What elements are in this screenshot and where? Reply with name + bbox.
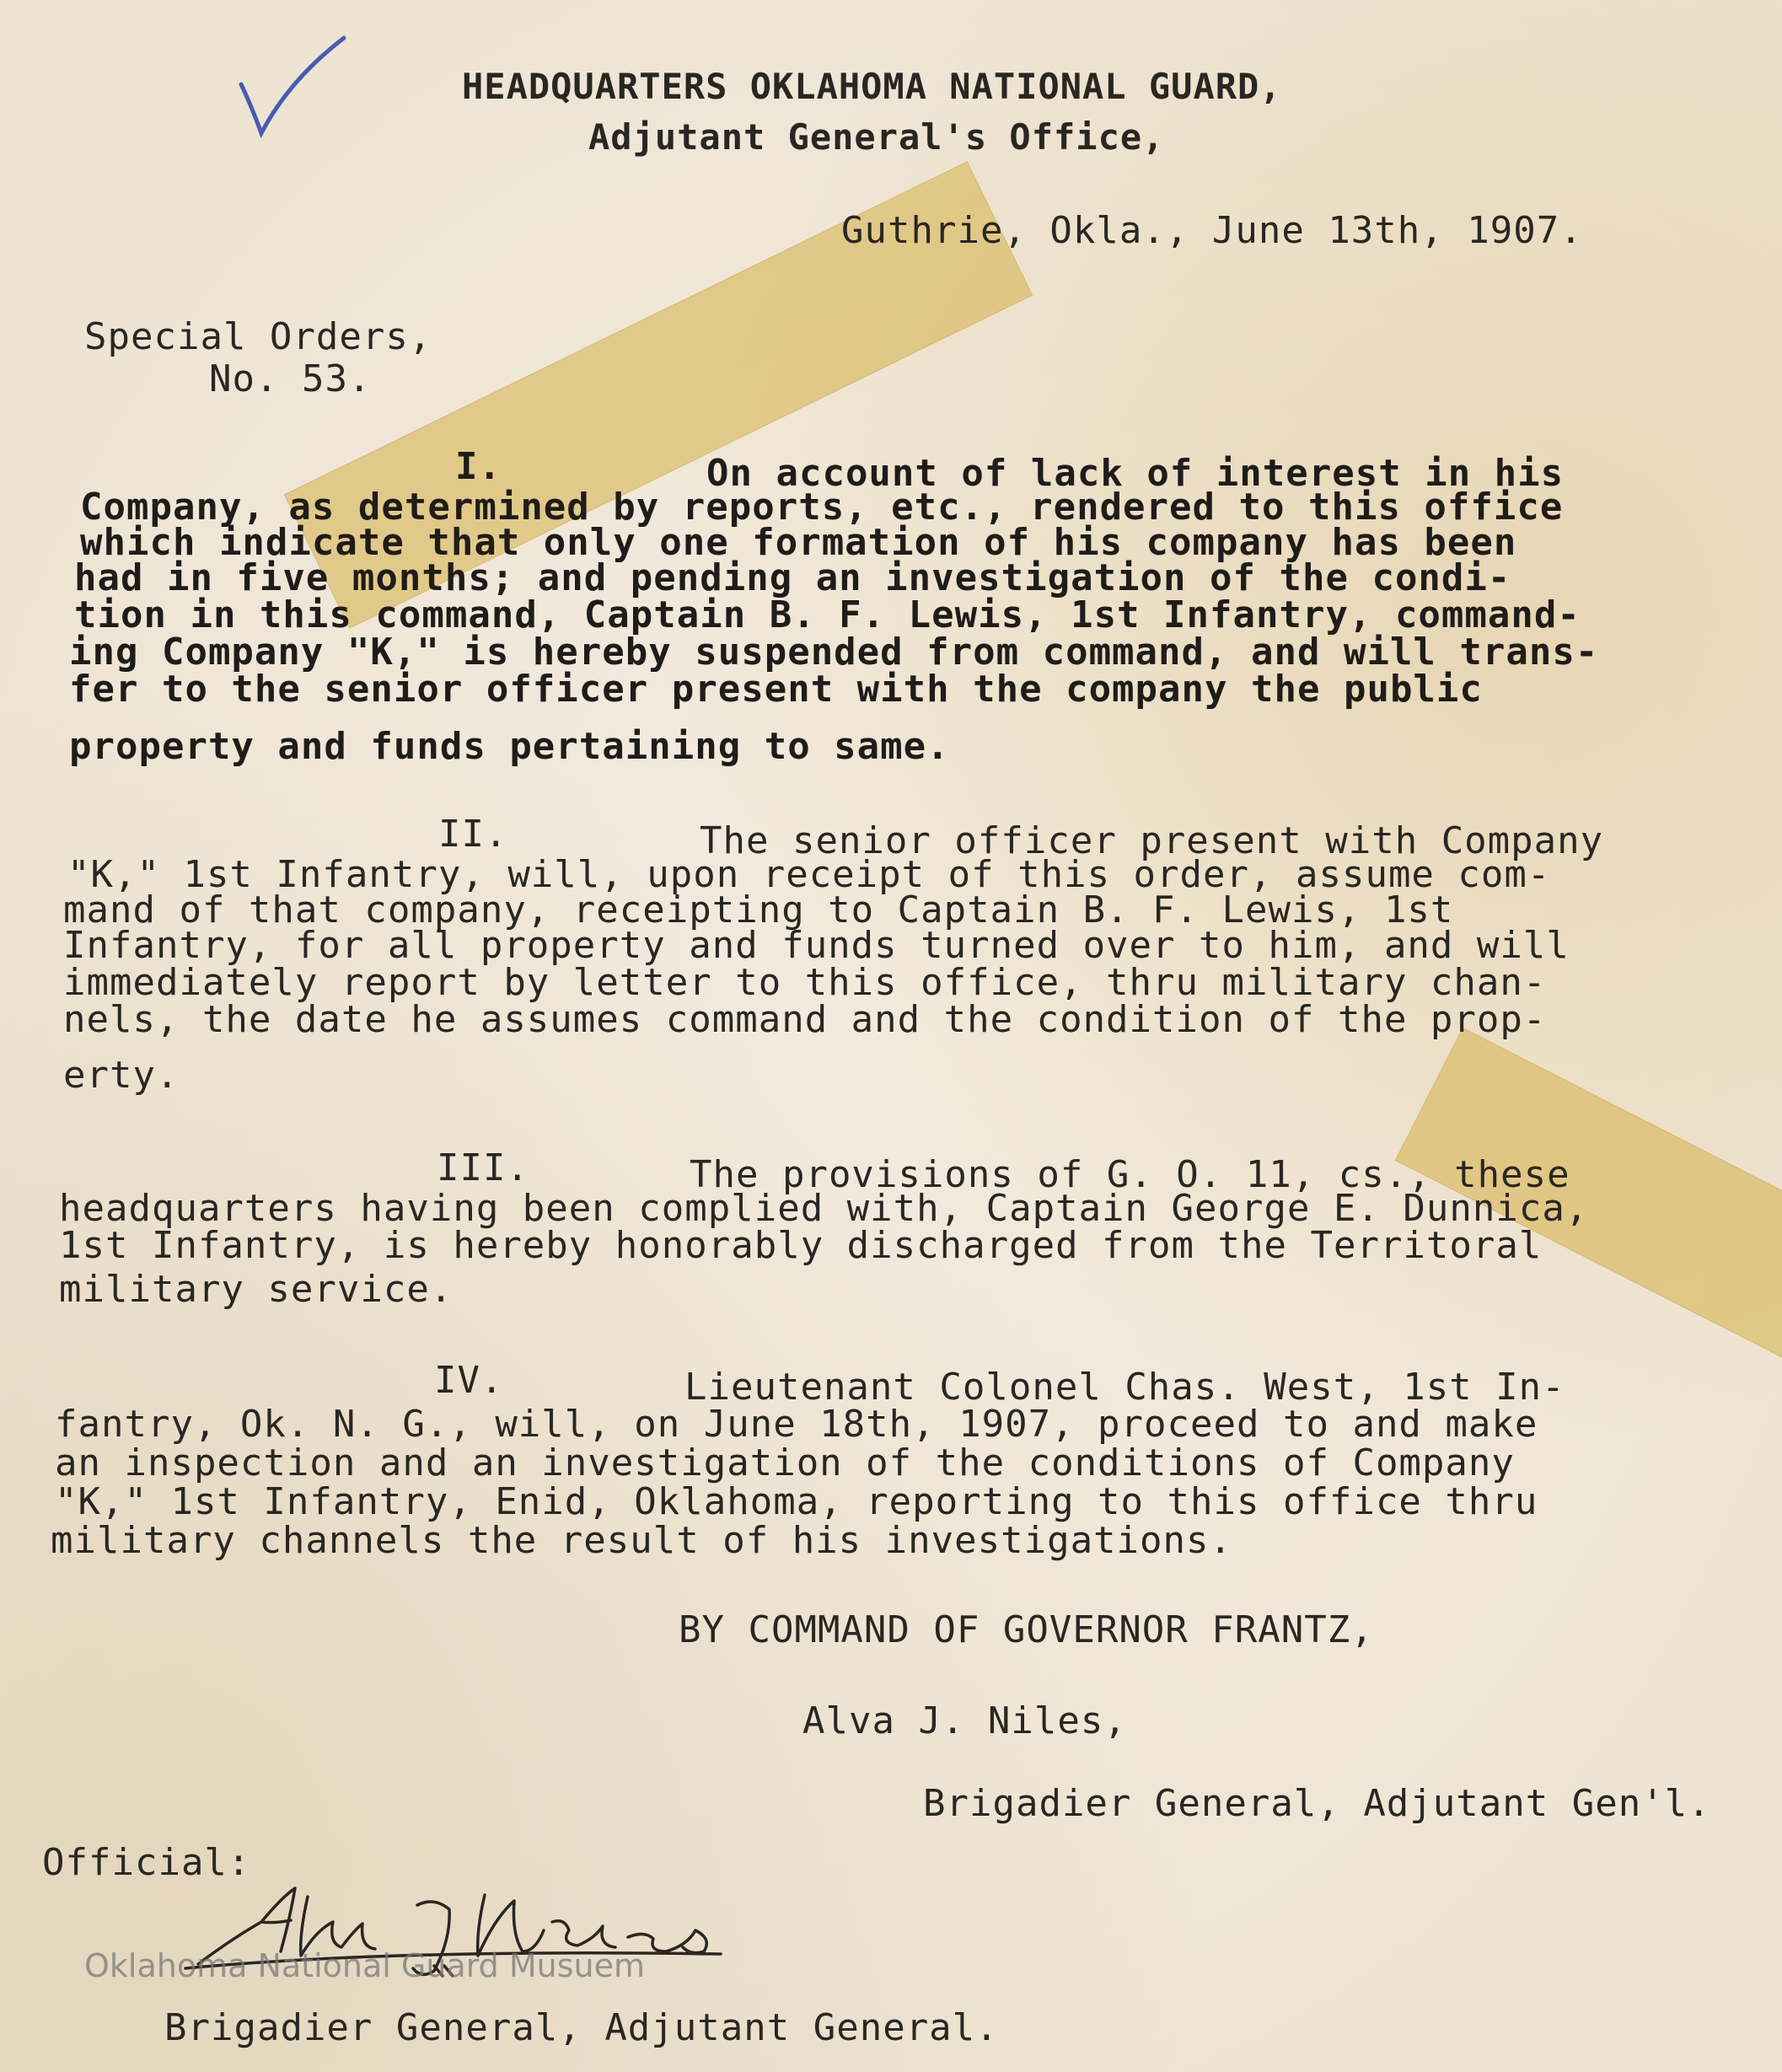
order-number: No. 53.	[209, 357, 372, 400]
signer-name: Alva J. Niles,	[802, 1699, 1127, 1742]
paragraph-line: Infantry, for all property and funds turned over to him, and will	[63, 924, 1570, 967]
paragraph-numeral: I.	[455, 445, 502, 488]
header-line-1: HEADQUARTERS OKLAHOMA NATIONAL GUARD,	[462, 66, 1282, 107]
paragraph-line: "K," 1st Infantry, will, upon receipt of this order, assume com-	[67, 853, 1551, 896]
paragraph-line: headquarters having been complied with, Captain George E. Dunnica,	[59, 1187, 1589, 1230]
paragraph-line: erty.	[63, 1054, 180, 1097]
paragraph-line: which indicate that only one formation of his company has been	[80, 521, 1517, 564]
paragraph-line: On account of lack of interest in his	[706, 452, 1565, 495]
paragraph-line: fer to the senior officer present with the company the public	[69, 668, 1483, 711]
order-title: Special Orders,	[84, 315, 432, 358]
paragraph-line: The senior officer present with Company	[700, 819, 1604, 862]
paragraph-line: The provisions of G. O. 11, cs., these	[690, 1153, 1570, 1196]
paragraph-line: military channels the result of his investigations.	[51, 1519, 1233, 1562]
signer-title: Brigadier General, Adjutant Gen'l.	[923, 1782, 1711, 1825]
paragraph-line: an inspection and an investigation of the conditions of Company	[55, 1441, 1515, 1484]
paragraph-line: mand of that company, receipting to Captain B. F. Lewis, 1st	[63, 888, 1454, 931]
paragraph-line: tion in this command, Captain B. F. Lewis, 1st Infantry, command-	[74, 593, 1581, 636]
paragraph-line: Lieutenant Colonel Chas. West, 1st In-	[684, 1366, 1565, 1409]
paragraph-line: military service.	[59, 1268, 454, 1311]
paragraph-line: fantry, Ok. N. G., will, on June 18th, 1907, proceed to and make	[55, 1403, 1538, 1446]
paragraph-line: 1st Infantry, is hereby honorably discharged from the Territoral	[59, 1224, 1543, 1267]
paragraph-line: nels, the date he assumes command and the condition of the prop-	[63, 998, 1547, 1041]
place-date: Guthrie, Okla., June 13th, 1907.	[841, 209, 1583, 252]
museum-watermark: Oklahoma National Guard Musuem	[84, 1947, 646, 1984]
paragraph-line: had in five months; and pending an investigation of the condi-	[74, 556, 1511, 599]
signature-title: Brigadier General, Adjutant General.	[164, 2006, 999, 2049]
header-line-2: Adjutant General's Office,	[588, 116, 1165, 158]
paragraph-line: immediately report by letter to this office, thru military chan-	[63, 961, 1547, 1004]
official-label: Official:	[42, 1841, 251, 1884]
paragraph-line: ing Company "K," is hereby suspended from command, and will trans-	[69, 631, 1599, 674]
paragraph-line: "K," 1st Infantry, Enid, Oklahoma, reporting to this office thru	[55, 1480, 1538, 1523]
by-command: BY COMMAND OF GOVERNOR FRANTZ,	[679, 1608, 1374, 1651]
paragraph-numeral: III.	[437, 1146, 529, 1189]
paragraph-line: Company, as determined by reports, etc., rendered to this office	[80, 486, 1564, 529]
paragraph-numeral: II.	[438, 813, 508, 856]
paragraph-numeral: IV.	[434, 1359, 504, 1402]
check-mark-icon	[226, 34, 352, 143]
paragraph-line: property and funds pertaining to same.	[69, 725, 950, 768]
